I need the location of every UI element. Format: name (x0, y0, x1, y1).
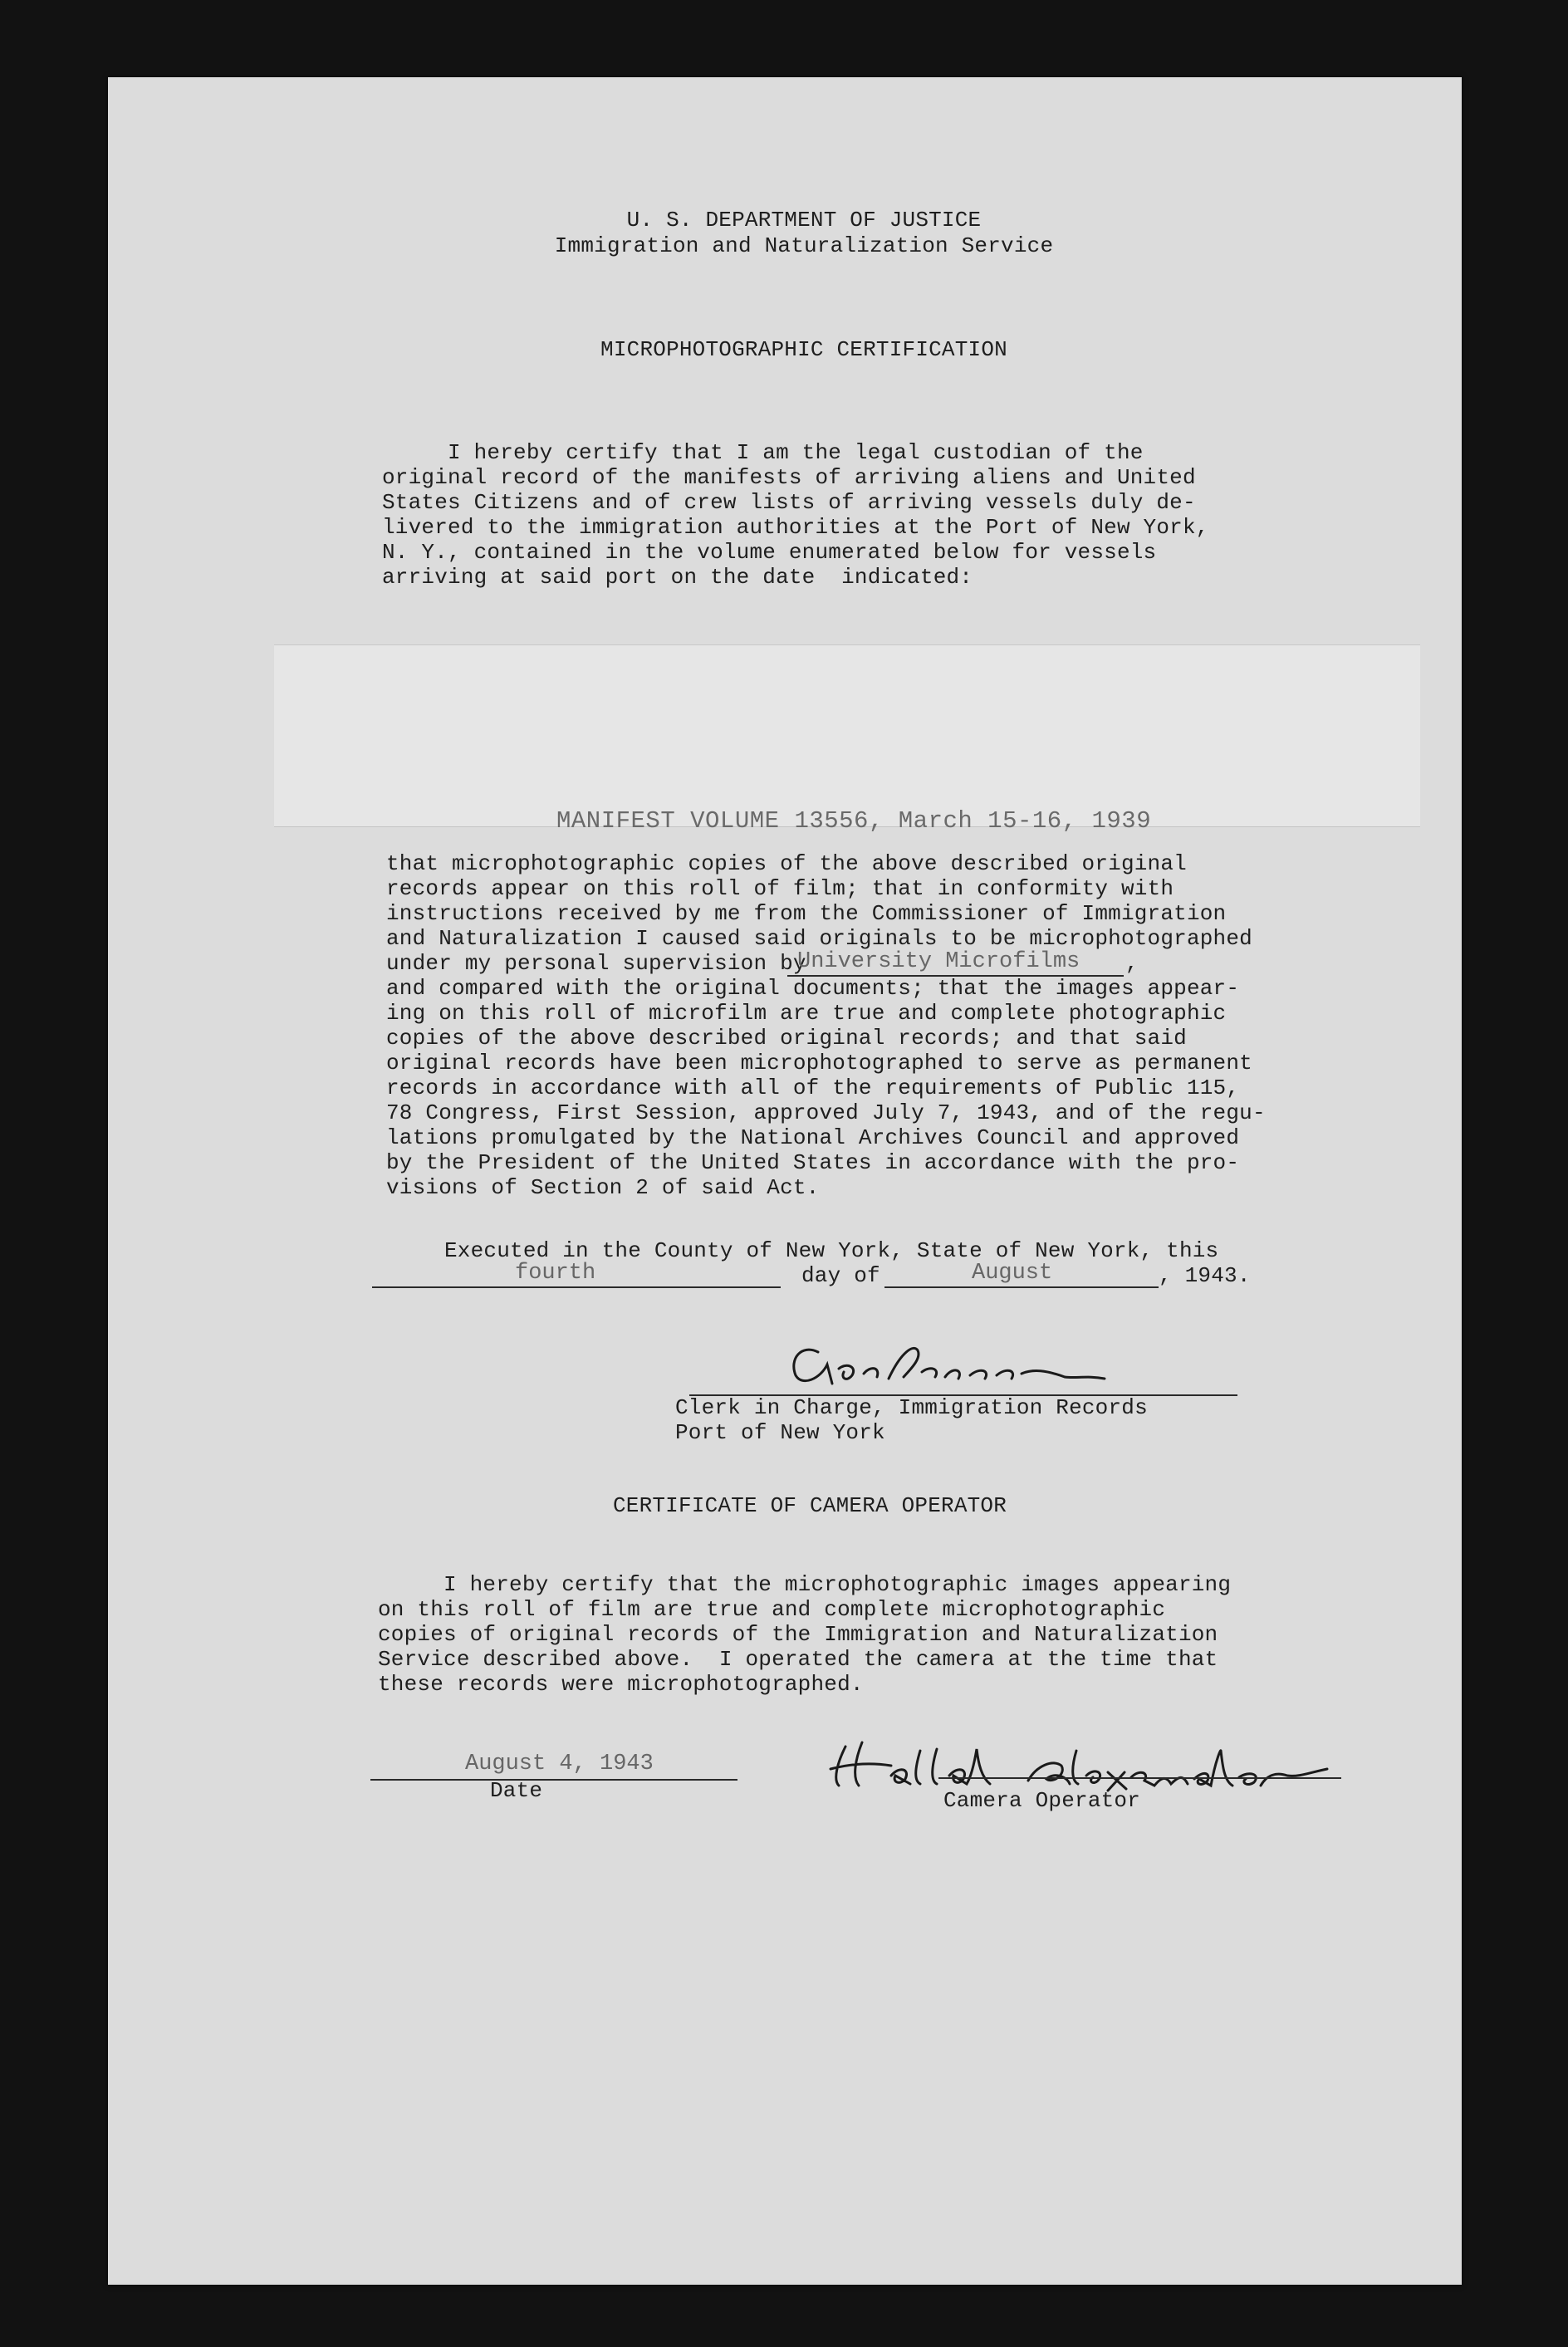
execution-year: , 1943. (1159, 1263, 1251, 1288)
paragraph-line: and compared with the original documents; that the images appear- (386, 976, 1240, 1001)
paragraph-line: I hereby certify that the microphotographic images appearing (378, 1572, 1232, 1597)
paragraph-line: Service described above. I operated the camera at the time that (378, 1647, 1218, 1672)
paragraph-line: instructions received by me from the Commissioner of Immigration (386, 901, 1227, 926)
service-heading: Immigration and Naturalization Service (554, 233, 1054, 258)
clerk-office: Port of New York (675, 1420, 885, 1445)
clerk-title: Clerk in Charge, Immigration Records (675, 1395, 1148, 1420)
paragraph-line: that microphotographic copies of the above described original (386, 851, 1187, 876)
paragraph-line: and Naturalization I caused said originals to be microphotographed (386, 926, 1252, 951)
supervisor-name: University Microfilms (797, 949, 1080, 974)
paragraph-line: 78 Congress, First Session, approved July 7, 1943, and of the regu- (386, 1100, 1266, 1125)
paragraph-line: on this roll of film are true and complete microphotographic (378, 1597, 1166, 1622)
date-label: Date (490, 1778, 543, 1803)
paragraph-line: ing on this roll of microfilm are true and complete photographic (386, 1001, 1227, 1026)
execution-day: fourth (515, 1261, 596, 1286)
day-underline (372, 1286, 781, 1288)
operator-label: Camera Operator (943, 1788, 1141, 1813)
certification-title: MICROPHOTOGRAPHIC CERTIFICATION (600, 337, 1007, 362)
paragraph-line: visions of Section 2 of said Act. (386, 1175, 820, 1200)
paragraph-line: original records have been microphotographed to serve as permanent (386, 1051, 1252, 1076)
clerk-signature (756, 1319, 1154, 1402)
manifest-volume-strip (274, 644, 1420, 835)
paragraph-line: lations promulgated by the National Archives Council and approved (386, 1125, 1240, 1150)
paragraph-line: records appear on this roll of film; that in conformity with (386, 876, 1174, 901)
paragraph-line: copies of original records of the Immigration and Naturalization (378, 1622, 1218, 1647)
execution-statement: Executed in the County of New York, State of New York, this (444, 1238, 1219, 1263)
certificate-sheet (108, 77, 1462, 2285)
month-underline (884, 1286, 1159, 1288)
operator-date: August 4, 1943 (465, 1752, 654, 1776)
paragraph-line: States Citizens and of crew lists of arriving vessels duly de- (382, 490, 1196, 515)
day-of-label: day of (801, 1263, 880, 1288)
paragraph-line: by the President of the United States in accordance with the pro- (386, 1150, 1240, 1175)
camera-certificate-heading: CERTIFICATE OF CAMERA OPERATOR (612, 1493, 1007, 1518)
paragraph-line: arriving at said port on the date indicated: (382, 565, 973, 590)
department-heading: U. S. DEPARTMENT OF JUSTICE (626, 208, 982, 233)
operator-signature-line (938, 1777, 1341, 1779)
paragraph-line: copies of the above described original records; and that said (386, 1026, 1187, 1051)
paragraph-line: N. Y., contained in the volume enumerated below for vessels (382, 540, 1157, 565)
paragraph-line: under my personal supervision by (386, 951, 806, 976)
manifest-volume-label: MANIFEST VOLUME 13556, March 15-16, 1939 (556, 807, 1152, 835)
supervisor-comma: , (1125, 951, 1139, 976)
date-underline (370, 1779, 737, 1781)
paragraph-line: original record of the manifests of arriving aliens and United (382, 465, 1196, 490)
execution-month: August (972, 1261, 1053, 1286)
paragraph-line: records in accordance with all of the requirements of Public 115, (386, 1076, 1240, 1100)
paragraph-line: these records were microphotographed. (378, 1672, 864, 1697)
paragraph-line: I hereby certify that I am the legal custodian of the (382, 440, 1144, 465)
paragraph-line: livered to the immigration authorities at the Port of New York, (382, 515, 1209, 540)
